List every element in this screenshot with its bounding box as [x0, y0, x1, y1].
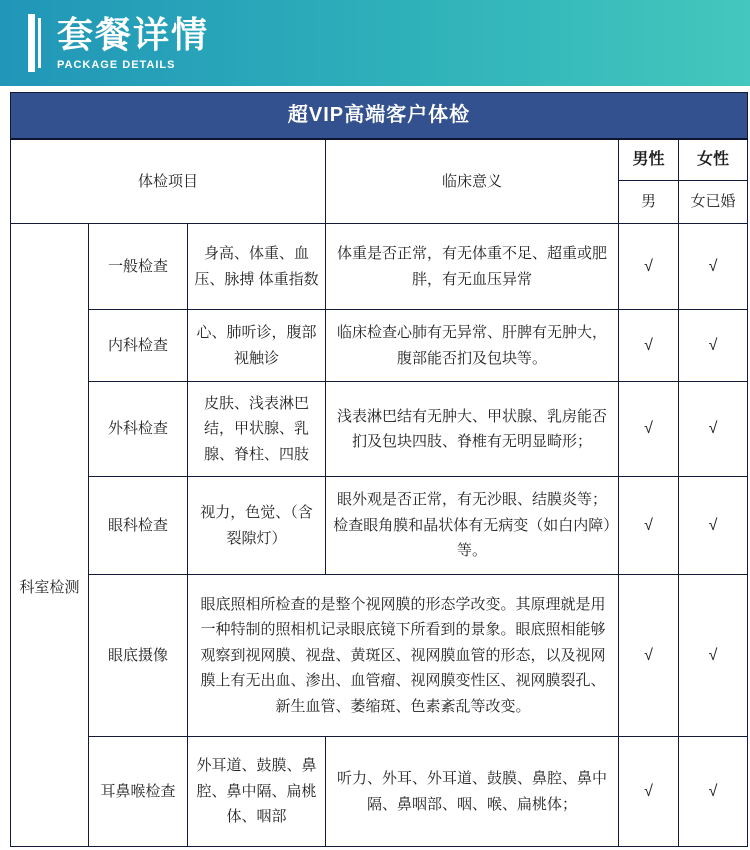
package-table	[10, 92, 748, 847]
female-check: √	[679, 737, 748, 847]
table-row	[11, 310, 748, 382]
item-name-cell: 外科检查	[89, 382, 188, 477]
item-content-cell: 心、肺听诊，腹部视触诊	[188, 310, 326, 382]
item-content-cell: 身高、体重、血压、脉搏 体重指数	[188, 224, 326, 310]
female-check: √	[679, 575, 748, 737]
male-check: √	[619, 224, 679, 310]
meaning-cell: 浅表淋巴结有无肿大、甲状腺、乳房能否扪及包块四肢、脊椎有无明显畸形；	[326, 382, 619, 477]
table-row	[11, 224, 748, 310]
item-content-cell: 外耳道、鼓膜、鼻腔、鼻中隔、扁桃体、咽部	[188, 737, 326, 847]
male-check: √	[619, 382, 679, 477]
item-name-cell: 内科检查	[89, 310, 188, 382]
page-subtitle: PACKAGE DETAILS	[57, 58, 176, 71]
accent-bar-thick	[28, 14, 35, 72]
item-content-cell: 皮肤、浅表淋巴结，甲状腺、乳腺、脊柱、四肢	[188, 382, 326, 477]
meaning-cell: 临床检查心肺有无异常、肝脾有无肿大，腹部能否扪及包块等。	[326, 310, 619, 382]
female-check: √	[679, 224, 748, 310]
header-item-column: 体检项目	[11, 139, 326, 224]
meaning-cell: 眼外观是否正常，有无沙眼、结膜炎等；检查眼角膜和晶状体有无病变（如白内障）等。	[326, 477, 619, 575]
item-name-cell: 一般检查	[89, 224, 188, 310]
item-name-cell: 眼科检查	[89, 477, 188, 575]
header-female-sub: 女已婚	[679, 181, 748, 224]
female-check: √	[679, 382, 748, 477]
male-check: √	[619, 575, 679, 737]
page-title: 套餐详情	[57, 14, 210, 56]
female-check: √	[679, 310, 748, 382]
male-check: √	[619, 737, 679, 847]
page-header	[0, 0, 750, 86]
header-female: 女性	[679, 139, 748, 181]
table-row	[11, 382, 748, 477]
table-row	[11, 477, 748, 575]
male-check: √	[619, 310, 679, 382]
meaning-cell: 听力、外耳、外耳道、鼓膜、鼻腔、鼻中隔、鼻咽部、咽、喉、扁桃体；	[326, 737, 619, 847]
header-male: 男性	[619, 139, 679, 181]
item-name-cell: 耳鼻喉检查	[89, 737, 188, 847]
merged-description-cell: 眼底照相所检查的是整个视网膜的形态学改变。其原理就是用一种特制的照相机记录眼底镜下所看到的景象。眼底照相能够观察到视网膜、视盘、黄斑区、视网膜血管的形态，以及视网膜上有无出血、渗出、血管瘤、视网膜变性区、视网膜裂孔、新生血管、萎缩斑、色素紊乱等改变。	[188, 575, 619, 737]
table-header-row-top	[11, 139, 748, 181]
header-meaning-column: 临床意义	[326, 139, 619, 224]
male-check: √	[619, 477, 679, 575]
meaning-cell: 体重是否正常，有无体重不足、超重或肥胖，有无血压异常	[326, 224, 619, 310]
header-male-sub: 男	[619, 181, 679, 224]
table-row	[11, 575, 748, 737]
female-check: √	[679, 477, 748, 575]
table-title: 超VIP高端客户体检	[11, 93, 748, 139]
table-row	[11, 737, 748, 847]
header-accent-bars-icon	[28, 12, 41, 74]
category-cell: 科室检测	[11, 224, 89, 847]
accent-bar-thin	[38, 18, 41, 68]
item-name-cell: 眼底摄像	[89, 575, 188, 737]
item-content-cell: 视力，色觉、（含裂隙灯）	[188, 477, 326, 575]
table-title-row	[11, 93, 748, 139]
